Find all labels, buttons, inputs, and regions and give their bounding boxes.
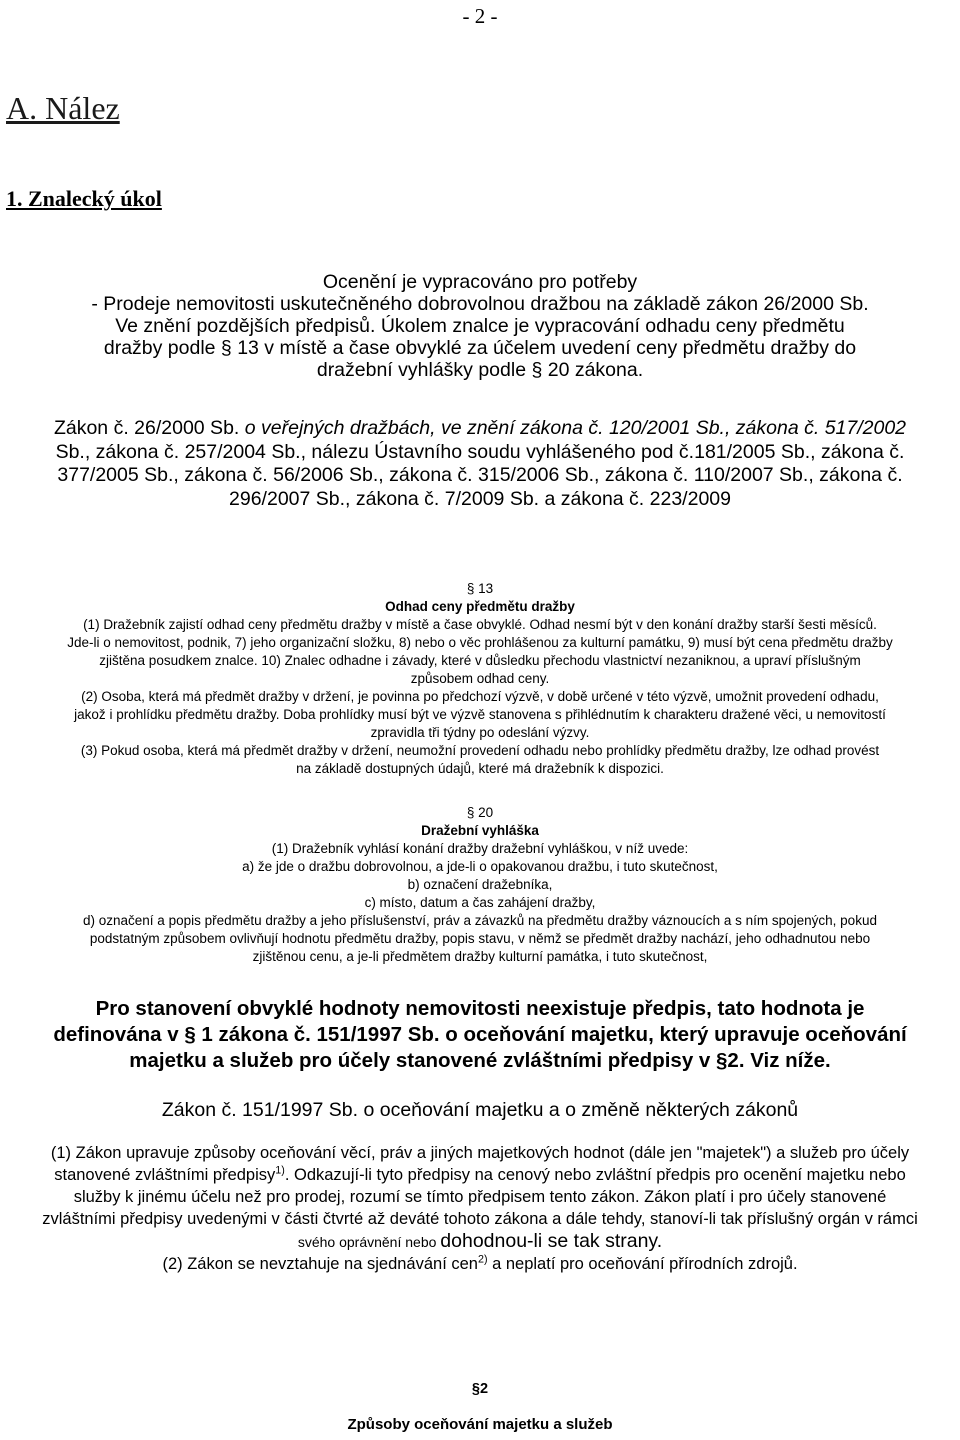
zakon-151-line bbox=[6, 1164, 954, 1186]
intro-line: Ve znění pozdějších předpisů. Úkolem znalce je vypracování odhadu ceny předmětu bbox=[115, 315, 845, 337]
footnote-ref: 1) bbox=[275, 1164, 285, 1177]
section-title: Dražební vyhláška bbox=[421, 823, 539, 838]
heading-znalecky-ukol: 1. Znalecký úkol bbox=[6, 186, 162, 211]
heading-nalez: A. Nález bbox=[6, 90, 120, 126]
section-line: zjištěna posudkem znalce. 10) Znalec odhadne i závady, které v důsledku přechodu vlastnictví nezaniknou, a upraví příslušným bbox=[99, 653, 861, 668]
zakon-line: 377/2005 Sb., zákona č. 56/2006 Sb., zákona č. 315/2006 Sb., zákona č. 110/2007 Sb., zákona č. bbox=[57, 464, 903, 486]
intro-line: dražby podle § 13 v místě a čase obvyklé za účelem uvedení ceny předmětu dražby do bbox=[103, 337, 857, 359]
valuation-statement bbox=[0, 996, 960, 1074]
section-line: a) že jde o dražbu dobrovolnou, a jde-li o opakovanou dražbu, i tuto skutečnost, bbox=[242, 859, 718, 874]
zakon-151-segment: svého oprávnění nebo bbox=[297, 1234, 441, 1250]
section-13 bbox=[0, 580, 960, 778]
zakon-151-line: zvláštními předpisy uvedenými v části čtvrté až deváté tohoto zákona a dále tehdy, stanoví-li tak příslušný orgán v rámci bbox=[42, 1210, 918, 1228]
zakon-line-lead: Zákon č. 26/2000 Sb. bbox=[53, 417, 245, 439]
zakon-151-text bbox=[6, 1142, 954, 1275]
zakon-151-title: Zákon č. 151/1997 Sb. o oceňování majetku a o změně některých zákonů bbox=[161, 1099, 799, 1121]
intro-line: - Prodeje nemovitosti uskutečněného dobrovolnou dražbou na základě zákon 26/2000 Sb. bbox=[91, 293, 869, 315]
section-line: c) místo, datum a čas zahájení dražby, bbox=[364, 895, 596, 910]
section-line: zpravidla tři týdny po odeslání výzvy. bbox=[370, 725, 590, 740]
intro-paragraph bbox=[0, 271, 960, 381]
section-2-number: §2 bbox=[471, 1381, 489, 1397]
section-20 bbox=[0, 804, 960, 966]
section-line: (1) Dražebník zajistí odhad ceny předmětu dražby v místě a čase obvyklé. Odhad nesmí být v den konání dražby starší šesti měsíců. bbox=[83, 617, 877, 632]
zakon-line: Sb., zákona č. 257/2004 Sb., nálezu Ústavního soudu vyhlášeného pod č.181/2005 Sb., zákona č. bbox=[55, 440, 905, 463]
section-line: Jde-li o nemovitost, podnik, 7) jeho organizační složku, 8) nebo o věc prohlášenou za kulturní památku, 9) musí být cena předmětu dražby bbox=[67, 635, 893, 650]
section-line: (1) Dražebník vyhlásí konání dražby dražební vyhláškou, v níž uvede: bbox=[271, 841, 689, 856]
zakon-151-segment: dohodnou-li se tak strany. bbox=[440, 1230, 663, 1252]
zakon-151-segment: (2) Zákon se nevztahuje na sjednávání cen bbox=[162, 1255, 478, 1273]
statement-line: definována v § 1 zákona č. 151/1997 Sb. o oceňování majetku, který upravuje oceňování bbox=[53, 1023, 907, 1046]
statement-line: Pro stanovení obvyklé hodnoty nemovitosti neexistuje předpis, tato hodnota je bbox=[95, 997, 865, 1020]
section-line: d) označení a popis předmětu dražby a jeho příslušenství, práv a závazků na předmětu dražby váznoucích a s ním spojených, pokud bbox=[83, 913, 877, 928]
section-line: (2) Osoba, která má předmět dražby v držení, je povinna po předchozí výzvě, v době určené v této výzvě, umožnit provedení odhadu, bbox=[81, 689, 879, 704]
section-number: § 13 bbox=[466, 581, 494, 596]
zakon-26-2000 bbox=[0, 417, 960, 511]
page-number: - 2 - bbox=[462, 4, 498, 28]
section-title: Odhad ceny předmětu dražby bbox=[385, 599, 575, 614]
statement-line: majetku a služeb pro účely stanovené zvláštními předpisy v §2. Viz níže. bbox=[129, 1049, 831, 1072]
zakon-151-line bbox=[6, 1253, 954, 1275]
section-line: jakož i prohlídku předmětu dražby. Doba prohlídky musí být ve výzvě stanovena s přihlédnutím k charakteru dražené věci, u nemovitostí bbox=[74, 707, 886, 722]
section-line: způsobem odhad ceny. bbox=[410, 671, 550, 686]
zakon-line bbox=[0, 417, 960, 441]
section-line: podstatným způsobem ovlivňují hodnotu předmětu dražby, popis stavu, v němž se předmět dražby nachází, jeho odhadnutou nebo bbox=[89, 931, 871, 946]
section-2-title: Způsoby oceňování majetku a služeb bbox=[347, 1416, 613, 1433]
section-line: na základě dostupných údajů, které má dražebník k dispozici. bbox=[296, 761, 664, 776]
zakon-151-segment: a neplatí pro oceňování přírodních zdrojů. bbox=[487, 1255, 798, 1273]
zakon-line: 296/2007 Sb., zákona č. 7/2009 Sb. a zákona č. 223/2009 bbox=[229, 487, 731, 510]
section-line: b) označení dražebníka, bbox=[407, 877, 553, 892]
zakon-151-segment: stanovené zvláštními předpisy bbox=[54, 1166, 276, 1184]
zakon-151-line: služby k jinému účelu než pro prodej, rozumí se tímto předpisem tento zákon. Zákon platí i pro účely stanovené bbox=[73, 1188, 887, 1206]
footnote-ref: 2) bbox=[477, 1253, 488, 1266]
section-line: zjištěnou cenu, a je-li předmětem dražby kulturní památka, i tuto skutečnost, bbox=[252, 949, 708, 964]
zakon-151-line bbox=[6, 1230, 954, 1253]
intro-line: dražební vyhlášky podle § 20 zákona. bbox=[316, 359, 644, 381]
zakon-151-line: (1) Zákon upravuje způsoby oceňování věcí, práv a jiných majetkových hodnot (dále jen "majetek") a služeb pro účely bbox=[50, 1144, 910, 1162]
zakon-151-segment: . Odkazují-li tyto předpisy na cenový nebo zvláštní předpis pro ocenění majetku nebo bbox=[284, 1166, 906, 1184]
zakon-line-italic: o veřejných dražbách, ve znění zákona č. 120/2001 Sb., zákona č. 517/2002 bbox=[244, 417, 907, 439]
section-number: § 20 bbox=[466, 805, 494, 820]
intro-line: Ocenění je vypracováno pro potřeby bbox=[322, 271, 638, 293]
section-line: (3) Pokud osoba, která má předmět dražby v držení, neumožní provedení odhadu nebo prohlídky předmětu dražby, lze odhad provést bbox=[80, 743, 880, 758]
